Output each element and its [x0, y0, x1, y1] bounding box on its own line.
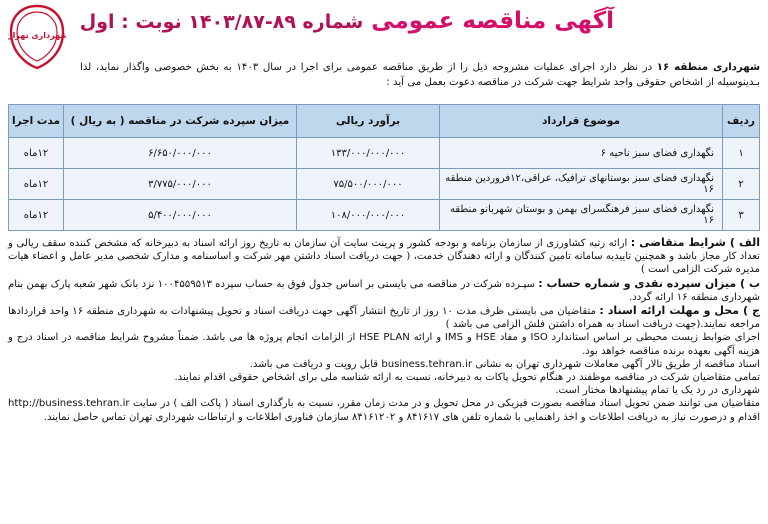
p5-before: متقاضیان می توانند ضمن تحویل اسناد مناقصه بصورت فیزیکی در محل تحویل و در مدت زمان مقرر، نسبت به بارگذاری اسناد ( پاکت الف ) در سایت	[129, 398, 760, 410]
row-deposit: ۵/۴۰۰/۰۰۰/۰۰۰	[64, 200, 297, 231]
section-c-text: متقاضیان می بایستی ظرف مدت ۱۰ روز از تاریخ انتشار آگهی جهت دریافت اسناد و تحویل پیشنهادات به شهرداری منطقه ۱۶ واحد قراردادها مراجعه نمایند.(جهت دریافت اسناد به همراه داشتن فلش الزامی می باشد )	[8, 306, 760, 331]
row-duration: ۱۲ماه	[9, 200, 64, 231]
table-row	[9, 138, 760, 169]
page-title	[79, 8, 614, 34]
business-url-link[interactable]: http://business.tehran.ir	[8, 398, 130, 410]
col-duration: مدت اجرا	[9, 105, 64, 138]
section-b-label: ب ) میزان سپرده نقدی و شماره حساب :	[538, 276, 760, 290]
intro-lead: شهرداری منطقه ۱۶	[656, 62, 760, 73]
row-index: ۲	[723, 169, 760, 200]
paragraph-national-id: تمامی متقاضیان شرکت در مناقصه موظفند در هنگام تحویل پاکات به دبیرخانه، نسبت به ارائه شناسه ملی برای اشخاص حقوقی اقدام نمایند.	[174, 372, 760, 384]
col-index: ردیف	[723, 105, 760, 138]
tender-notice	[4, 4, 764, 516]
row-estimate: ۷۵/۵۰۰/۰۰۰/۰۰۰	[297, 169, 440, 200]
row-estimate: ۱۰۸/۰۰۰/۰۰۰/۰۰۰	[297, 200, 440, 231]
seal-text: شهرداری تهران	[8, 31, 66, 40]
section-a-text: ارائه رتبه کشاورزی از سازمان برنامه و بودجه کشور و پرینت سایت آن سازمان به تاریخ روز ارائه اسناد به دبیرخانه که مشخص کننده سقف ریالی و تعداد کار مجاز باشد و همچنین تاییدیه سامانه تامین کنندگان و ارائه دهندگان خدمت، ( جهت دریافت اسناد داشتن مهر شرکت و اساسنامه و مدارک شخصی مدیر عامل و اعضاء هیات مدیره شرکت الزامی است )	[8, 238, 760, 276]
table-row	[9, 169, 760, 200]
tehran-municipality-seal-icon	[8, 4, 66, 70]
row-subject: نگهداری فضای سبز ناحیه ۶	[440, 138, 723, 169]
row-deposit: ۶/۶۵۰/۰۰۰/۰۰۰	[64, 138, 297, 169]
section-b-text: سپـرده شرکت در مناقصه می بایستی بر اساس جدول فوق به حساب سپرده ۱۰۰۴۵۵۹۵۱۳ نزد بانک شهر شعبه پارک بهمن بنام شهرداری منطقه ۱۶ ارائه گردد.	[8, 278, 760, 303]
intro-text: در نظر دارد اجرای عملیات مشروحه ذیل را از طریق مناقصه عمومی برای اجرا در سال ۱۴۰۳ به بخش خصوصی واگذار نماید، لذا بـدینوسیله از اشخاص حقوقی واجد شرایط جهت شرکت در مناقصه دعوت بعمل می آید :	[80, 62, 760, 88]
row-index: ۱	[723, 138, 760, 169]
row-index: ۳	[723, 200, 760, 231]
row-duration: ۱۲ماه	[9, 138, 64, 169]
table-header-row	[9, 105, 760, 138]
title-main: آگهی مناقصه عمومی	[371, 8, 614, 34]
tender-table	[8, 104, 760, 231]
paragraph-documents	[8, 358, 760, 371]
paragraph-upload	[8, 397, 760, 423]
section-a-label: الف ) شرایط متقاضی :	[630, 236, 760, 249]
row-duration: ۱۲ماه	[9, 169, 64, 200]
p5-after: اقدام و درصورت نیاز به دریافت اطلاعات و اخذ راهنمایی با شماره تلفن های ۸۴۱۶۱۷ و ۸۴۱۶۱۲۰۲ سازمان فناوری اطلاعات و ارتباطات شهرداری تهران تماس حاصل نمایند.	[43, 411, 760, 423]
header	[4, 4, 764, 58]
section-c-label: ج ) محل و مهلت ارائه اسناد :	[599, 304, 760, 318]
p2-before: اسناد مناقصه از طریق تالار آگهی معاملات شهرداری تهران به نشانی	[471, 358, 760, 370]
table-row	[9, 200, 760, 231]
conditions-text	[8, 236, 760, 424]
municipality-logo	[8, 4, 66, 70]
intro-paragraph	[80, 60, 760, 90]
row-estimate: ۱۳۳/۰۰۰/۰۰۰/۰۰۰	[297, 138, 440, 169]
row-subject: نگهداری فضای سبز فرهنگسرای بهمن و بوستان شهربانو منطقه ۱۶	[440, 200, 723, 231]
title-number: شماره ۸۹-۱۴۰۳/۸۷ نوبت : اول	[79, 11, 364, 33]
paragraph-environment: اجرای ضوابط زیست محیطی بر اساس استاندارد ISO و مفاد HSE و IMS و ارائه HSE PLAN از الزامات انجام پروژه ها می باشد. ضمناً مشروح شرایط مناقصه در اسناد درج و هزینه آگهی بعهده برنده مناقصه خواهد بود.	[8, 332, 760, 357]
section-c	[8, 304, 760, 331]
section-a	[8, 236, 760, 277]
paragraph-rejection: شهرداری در رد یک یا تمام پیشنهادها مختار است.	[555, 385, 760, 397]
col-estimate: برآورد ریالی	[297, 105, 440, 138]
row-deposit: ۳/۷۷۵/۰۰۰/۰۰۰	[64, 169, 297, 200]
row-subject: نگهداری فضای سبز بوستانهای ترافیک، عراقی،۱۲فروردین منطقه ۱۶	[440, 169, 723, 200]
p2-after: قابل رویت و دریافت می باشد.	[249, 358, 382, 370]
col-subject: موضوع قرارداد	[440, 105, 723, 138]
col-deposit: میزان سپرده شرکت در مناقصه ( به ریال )	[64, 105, 297, 138]
business-site-link[interactable]: business.tehran.ir	[381, 358, 472, 370]
section-b	[8, 277, 760, 304]
